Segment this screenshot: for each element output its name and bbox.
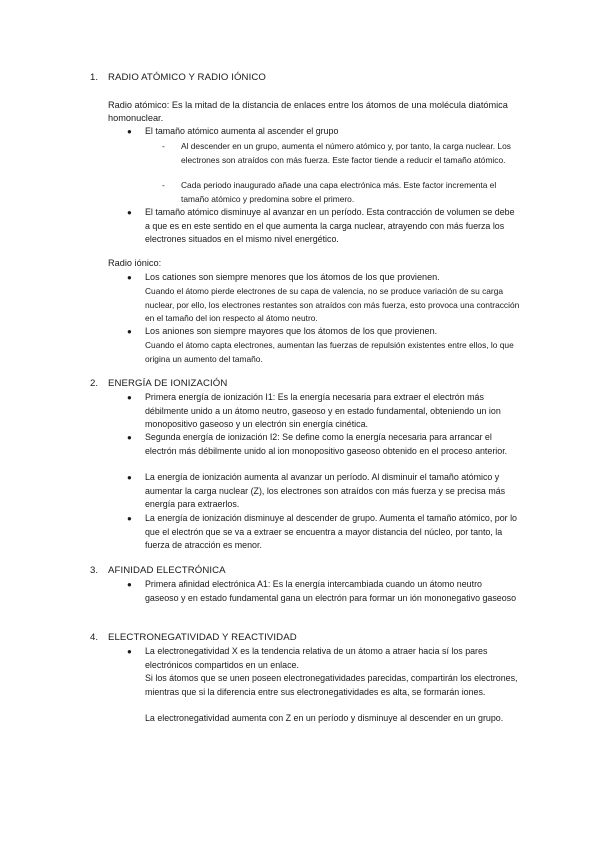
- bullet-text: La energía de ionización disminuye al descender de grupo. Aumenta el tamaño atómico, por lo que el electrón que se va a extraer se encuentra a mayor distancia del núcleo, por tanto, la fuerza de atracción es menor.: [145, 513, 517, 550]
- section-title: AFINIDAD ELECTRÓNICA: [108, 565, 226, 576]
- bullet-text: La energía de ionización aumenta al avanzar un período. Al disminuir el tamaño atómico y aumentar la carga nuclear (Z), los electrones son atraídos con más fuerza y se precisa más energía para extraerlos.: [145, 472, 506, 509]
- section-title: ELECTRONEGATIVIDAD Y REACTIVIDAD: [108, 632, 297, 643]
- bullet-icon: ●: [127, 127, 132, 136]
- bullet-icon: ●: [127, 273, 132, 282]
- list-item: [162, 140, 511, 168]
- list-item: [127, 391, 517, 432]
- paragraph: Si los átomos que se unen poseen electronegatividades parecidas, compartirán los electrones, mientras que si la diferencia entre sus electronegatividades es alta, se formarán iones.: [145, 673, 518, 697]
- bullet-text: Los cationes son siempre menores que los átomos de los que provienen.: [145, 272, 440, 282]
- bullet-icon: ●: [127, 327, 132, 336]
- bullet-icon: ●: [127, 514, 132, 523]
- bullet-body: Cuando el átomo pierde electrones de su capa de valencia, no se produce variación de su carga nuclear, por ello, los electrones restantes son atraídos con más fuerza, esto provoca una contracción en el tamaño del ion respecto al átomo neutro.: [145, 286, 520, 324]
- bullet-icon: ●: [127, 433, 132, 442]
- section-number: 2.: [90, 378, 99, 389]
- bullet-icon: ●: [127, 580, 132, 589]
- list-item: [127, 512, 517, 553]
- bullet-text: Primera energía de ionización I1: Es la energía necesaria para extraer el electrón más débilmente unido a un átomo neutro, gaseoso y en estado fundamental, obteniendo un ion monopositivo gaseoso y un electrón sin energía cinética.: [145, 392, 501, 429]
- bullet-icon: ●: [127, 208, 132, 217]
- bullet-text: Primera afinidad electrónica A1: Es la energía intercambiada cuando un átomo neutro gaseoso y en estado fundamental gana un electrón para formar un ión mononegativo gaseoso: [145, 579, 517, 603]
- bullet-text: La electronegatividad X es la tendencia relativa de un átomo a atraer hacia sí los pares electrónicos compartidos en un enlace.: [145, 646, 488, 670]
- list-item: [127, 431, 517, 458]
- section-number: 4.: [90, 632, 99, 643]
- dash-text: Cada periodo inaugurado añade una capa electrónica más. Este factor incrementa el tamaño atómico y predomina sobre el primero.: [181, 180, 497, 204]
- ionic-radius-label: Radio iónico:: [108, 258, 162, 268]
- list-item: [127, 471, 517, 512]
- section-title: RADIO ATÓMICO Y RADIO IÓNICO: [108, 72, 266, 83]
- list-item: [127, 645, 517, 672]
- dash-text: Al descender en un grupo, aumenta el número atómico y, por tanto, la carga nuclear. Los electrones son atraídos con más fuerza. Este factor tiende a reducir el tamaño atómico.: [181, 141, 511, 165]
- paragraph: La electronegatividad aumenta con Z en un período y disminuye al descender en un grupo.: [145, 713, 504, 723]
- list-item: [127, 125, 517, 139]
- bullet-text: El tamaño atómico disminuye al avanzar en un período. Esta contracción de volumen se debe a que es en este sentido en el que aumenta la carga nuclear, atrayendo con más fuerza los electrones situados en el mismo nivel energético.: [145, 207, 515, 244]
- bullet-text: Segunda energía de ionización I2: Se define como la energía necesaria para arrancar el electrón más débilmente unido al ion monopositivo gaseoso obtenido en el proceso anterior.: [145, 432, 508, 456]
- bullet-body: Cuando el átomo capta electrones, aumentan las fuerzas de repulsión existentes entre ellos, lo que origina un aumento del tamaño.: [145, 340, 514, 364]
- bullet-icon: ●: [127, 393, 132, 402]
- section-number: 1.: [90, 72, 99, 83]
- section-number: 3.: [90, 565, 99, 576]
- section-title: ENERGÍA DE IONIZACIÓN: [108, 378, 228, 389]
- list-item: [127, 206, 517, 247]
- dash-icon: -: [162, 141, 165, 151]
- list-item: [127, 325, 517, 339]
- bullet-icon: ●: [127, 647, 132, 656]
- list-item: [127, 578, 517, 605]
- dash-icon: -: [162, 180, 165, 190]
- bullet-icon: ●: [127, 473, 132, 482]
- list-item: [162, 179, 511, 207]
- bullet-text: El tamaño atómico aumenta al ascender el grupo: [145, 126, 339, 136]
- atomic-radius-definition: Radio atómico: Es la mitad de la distancia de enlaces entre los átomos de una molécula diatómica homonuclear.: [108, 100, 508, 123]
- list-item: [127, 271, 517, 285]
- bullet-text: Los aniones son siempre mayores que los átomos de los que provienen.: [145, 326, 438, 336]
